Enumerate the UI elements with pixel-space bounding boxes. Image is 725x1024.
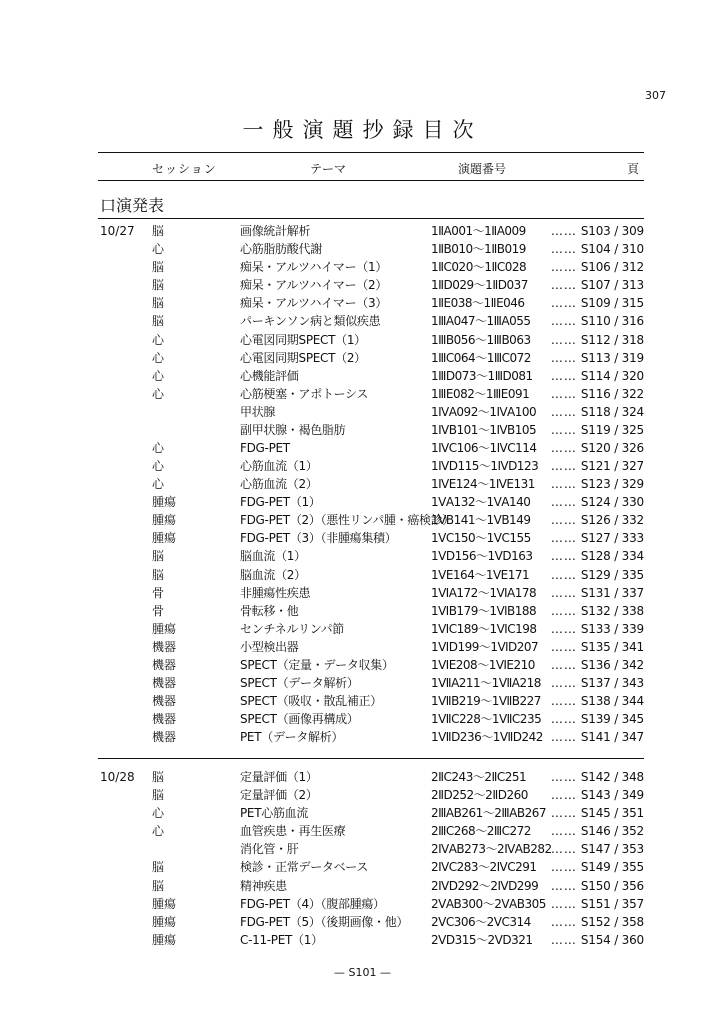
row-category: 心 [152, 441, 165, 455]
leader-dots: …… [550, 770, 577, 784]
toc-row [0, 728, 725, 746]
toc-row [0, 240, 725, 258]
row-category: 腫瘍 [152, 914, 177, 929]
row-abstract-number: 1ⅢE082～1ⅢE091 [431, 386, 530, 401]
row-pages: S113 / 319 [580, 350, 644, 365]
row-pages: S126 / 332 [580, 513, 644, 528]
row-theme: 定量評価（2） [240, 788, 318, 803]
toc-row [0, 529, 725, 547]
row-abstract-number: 1ⅤD156～1ⅤD163 [431, 549, 533, 564]
row-theme: 心筋脂肪酸代謝 [240, 242, 322, 257]
row-pages: S133 / 339 [580, 621, 644, 636]
row-pages: S123 / 329 [580, 477, 644, 492]
toc-row [0, 403, 725, 421]
section-title: 口演発表 [100, 196, 165, 215]
row-pages: S138 / 344 [580, 694, 644, 709]
row-theme: 痴呆・アルツハイマー（3） [240, 296, 388, 311]
row-pages: S121 / 327 [580, 459, 644, 473]
page-number: 307 [645, 89, 666, 102]
row-pages-cell [496, 439, 644, 457]
row-theme: SPECT（データ解析） [240, 676, 359, 690]
row-abstract-number: 2ⅢAB261～2ⅢAB267 [431, 806, 547, 821]
row-category: 心 [152, 806, 165, 821]
leader-dots: …… [550, 278, 577, 293]
row-pages-cell [496, 367, 644, 385]
row-category: 機器 [152, 730, 177, 745]
toc-row [0, 786, 725, 804]
leader-dots: …… [550, 860, 577, 875]
row-pages-cell [496, 786, 644, 804]
row-abstract-number: 1ⅢB056～1ⅢB063 [431, 332, 531, 347]
row-pages: S145 / 351 [580, 806, 644, 821]
leader-dots: …… [550, 260, 577, 275]
row-theme: 心筋梗塞・アポトーシス [240, 386, 369, 401]
leader-dots: …… [550, 477, 577, 492]
row-category: 骨 [152, 585, 165, 600]
row-abstract-number: 1ⅦA211～1ⅦA218 [431, 676, 541, 690]
leader-dots: …… [550, 824, 577, 839]
row-abstract-number: 1ⅣE124～1ⅣE131 [431, 477, 535, 492]
leader-dots: …… [550, 368, 577, 383]
leader-dots: …… [550, 896, 577, 911]
toc-row [0, 710, 725, 728]
toc-row [0, 566, 725, 584]
top-rule [98, 152, 644, 153]
row-pages-cell [496, 638, 644, 656]
row-abstract-number: 1ⅦD236～1ⅦD242 [431, 730, 543, 745]
row-theme: センチネルリンパ節 [240, 621, 344, 636]
row-pages-cell [496, 804, 644, 822]
group-divider-rule [98, 758, 644, 759]
row-pages: S142 / 348 [580, 770, 644, 784]
toc-row [0, 840, 725, 858]
row-pages-cell [496, 493, 644, 511]
row-pages-cell [496, 710, 644, 728]
toc-row [0, 620, 725, 638]
row-theme: FDG-PET（3）（非腫瘍集積） [240, 531, 397, 546]
row-abstract-number: 1ⅤB141～1ⅤB149 [431, 513, 531, 528]
column-header-theme: テーマ [310, 162, 347, 176]
row-pages: S141 / 347 [580, 730, 644, 745]
row-pages: S139 / 345 [580, 712, 644, 727]
leader-dots: …… [550, 932, 577, 947]
row-pages: S151 / 357 [580, 896, 644, 911]
row-theme: 副甲状腺・褐色脂肪 [240, 422, 346, 437]
row-theme: SPECT（定量・データ収集） [240, 657, 394, 672]
row-pages: S109 / 315 [580, 296, 644, 311]
toc-row [0, 258, 725, 276]
row-theme: 痴呆・アルツハイマー（2） [240, 278, 388, 293]
row-theme: 画像統計解析 [240, 224, 311, 238]
row-category: 脳 [152, 770, 165, 784]
row-pages-cell [496, 312, 644, 330]
row-pages: S127 / 333 [580, 531, 644, 546]
toc-row [0, 222, 725, 240]
row-pages-cell [496, 547, 644, 565]
row-theme: 甲状腺 [240, 404, 276, 419]
row-abstract-number: 1ⅡA001～1ⅡA009 [431, 224, 526, 238]
row-abstract-number: 2ⅢC268～2ⅢC272 [431, 824, 531, 839]
row-abstract-number: 1ⅤC150～1ⅤC155 [431, 531, 531, 546]
row-pages-cell [496, 222, 644, 240]
row-pages: S116 / 322 [580, 386, 644, 401]
toc-row [0, 276, 725, 294]
row-pages-cell [496, 913, 644, 931]
row-pages: S110 / 316 [580, 314, 644, 329]
row-category: 脳 [152, 567, 165, 582]
row-pages: S147 / 353 [580, 842, 644, 857]
row-abstract-number: 1ⅣC106～1ⅣC114 [431, 441, 537, 455]
leader-dots: …… [550, 657, 577, 672]
leader-dots: …… [550, 513, 577, 528]
row-date: 10/28 [100, 770, 135, 784]
leader-dots: …… [550, 459, 577, 473]
row-theme: 検診・正常データベース [240, 860, 369, 875]
leader-dots: …… [550, 694, 577, 709]
toc-row [0, 584, 725, 602]
toc-row [0, 421, 725, 439]
row-abstract-number: 1ⅦC228～1ⅦC235 [431, 712, 542, 727]
row-theme: 消化管・肝 [240, 842, 299, 857]
row-theme: SPECT（吸収・散乱補正） [240, 694, 382, 709]
toc-row [0, 294, 725, 312]
row-pages-cell [496, 475, 644, 493]
toc-row [0, 768, 725, 786]
row-pages: S128 / 334 [580, 549, 644, 564]
toc-row [0, 331, 725, 349]
row-category: 機器 [152, 639, 177, 654]
row-pages-cell [496, 877, 644, 895]
row-category: 心 [152, 242, 165, 257]
row-theme: FDG-PET [240, 441, 290, 455]
leader-dots: …… [550, 296, 577, 311]
row-theme: 非腫瘍性疾患 [240, 585, 311, 600]
page-title: 一般演題抄録目次 [242, 118, 483, 142]
row-theme: 心電図同期SPECT（2） [240, 350, 366, 365]
row-pages: S124 / 330 [580, 495, 644, 510]
toc-row [0, 804, 725, 822]
row-abstract-number: 1ⅦB219～1ⅦB227 [431, 694, 541, 709]
row-theme: 血管疾患・再生医療 [240, 824, 346, 839]
row-theme: 心機能評価 [240, 368, 299, 383]
row-pages-cell [496, 566, 644, 584]
column-header-session: セッション [152, 162, 217, 176]
leader-dots: …… [550, 350, 577, 365]
row-pages: S137 / 343 [580, 676, 644, 690]
row-category: 脳 [152, 878, 165, 893]
row-category: 腫瘍 [152, 932, 177, 947]
row-abstract-number: 1ⅡB010～1ⅡB019 [431, 242, 526, 257]
toc-row [0, 547, 725, 565]
row-pages-cell [496, 840, 644, 858]
toc-row [0, 439, 725, 457]
row-abstract-number: 1ⅥD199～1ⅥD207 [431, 639, 539, 654]
row-abstract-number: 2ⅣC283～2ⅣC291 [431, 860, 537, 875]
row-abstract-number: 1ⅤA132～1ⅤA140 [431, 495, 531, 510]
row-abstract-number: 1ⅢD073～1ⅢD081 [431, 368, 533, 383]
row-pages: S154 / 360 [580, 932, 644, 947]
row-category: 腫瘍 [152, 896, 177, 911]
row-pages-cell [496, 931, 644, 949]
row-category: 心 [152, 332, 165, 347]
row-abstract-number: 1ⅣA092～1ⅣA100 [431, 404, 537, 419]
row-category: 機器 [152, 657, 177, 672]
row-pages: S112 / 318 [580, 332, 644, 347]
row-theme: FDG-PET（4）（腹部腫瘍） [240, 896, 385, 911]
row-abstract-number: 2ⅤD315～2ⅤD321 [431, 932, 533, 947]
row-pages: S135 / 341 [580, 639, 644, 654]
row-abstract-number: 1ⅡD029～1ⅡD037 [431, 278, 528, 293]
row-category: 心 [152, 350, 165, 365]
row-pages: S118 / 324 [580, 404, 644, 419]
row-pages: S132 / 338 [580, 603, 644, 618]
row-category: 機器 [152, 694, 177, 709]
column-header-number: 演題番号 [458, 162, 507, 176]
row-pages-cell [496, 728, 644, 746]
toc-row [0, 638, 725, 656]
leader-dots: …… [550, 224, 577, 238]
row-theme: パーキンソン病と類似疾患 [240, 314, 381, 329]
toc-row [0, 312, 725, 330]
row-category: 脳 [152, 788, 165, 803]
row-abstract-number: 1ⅥB179～1ⅥB188 [431, 603, 537, 618]
leader-dots: …… [550, 441, 577, 455]
leader-dots: …… [550, 422, 577, 437]
row-date: 10/27 [100, 224, 135, 238]
toc-row [0, 692, 725, 710]
leader-dots: …… [550, 495, 577, 510]
row-category: 心 [152, 477, 165, 492]
row-abstract-number: 1ⅣB101～1ⅣB105 [431, 422, 537, 437]
row-pages: S131 / 337 [580, 585, 644, 600]
toc-row [0, 674, 725, 692]
row-pages-cell [496, 620, 644, 638]
row-theme: 骨転移・他 [240, 603, 299, 618]
leader-dots: …… [550, 712, 577, 727]
row-theme: PET心筋血流 [240, 806, 309, 821]
row-category: 心 [152, 459, 165, 473]
row-pages: S152 / 358 [580, 914, 644, 929]
row-pages: S149 / 355 [580, 860, 644, 875]
row-pages: S143 / 349 [580, 788, 644, 803]
row-pages: S150 / 356 [580, 878, 644, 893]
row-abstract-number: 2ⅤC306～2ⅤC314 [431, 914, 531, 929]
row-pages: S120 / 326 [580, 441, 644, 455]
row-abstract-number: 2ⅣAB273～2ⅣAB282 [431, 842, 552, 857]
toc-row [0, 511, 725, 529]
row-category: 心 [152, 824, 165, 839]
row-theme: SPECT（画像再構成） [240, 712, 359, 727]
row-category: 脳 [152, 549, 165, 564]
leader-dots: …… [550, 386, 577, 401]
row-theme: 心筋血流（1） [240, 459, 318, 473]
row-pages-cell [496, 656, 644, 674]
leader-dots: …… [550, 567, 577, 582]
row-pages-cell [496, 349, 644, 367]
leader-dots: …… [550, 788, 577, 803]
row-theme: 精神疾患 [240, 878, 287, 893]
page-footer: — S101 — [334, 966, 391, 979]
leader-dots: …… [550, 914, 577, 929]
leader-dots: …… [550, 878, 577, 893]
row-category: 腫瘍 [152, 513, 177, 528]
row-pages-cell [496, 822, 644, 840]
row-abstract-number: 1ⅢA047～1ⅢA055 [431, 314, 531, 329]
row-pages: S104 / 310 [580, 242, 644, 257]
row-category: 腫瘍 [152, 531, 177, 546]
leader-dots: …… [550, 314, 577, 329]
row-pages: S146 / 352 [580, 824, 644, 839]
row-category: 腫瘍 [152, 495, 177, 510]
row-pages-cell [496, 258, 644, 276]
row-theme: PET（データ解析） [240, 730, 344, 745]
row-category: 脳 [152, 224, 165, 238]
row-theme: C-11-PET（1） [240, 932, 323, 947]
row-pages-cell [496, 692, 644, 710]
toc-row [0, 822, 725, 840]
row-category: 骨 [152, 603, 165, 618]
toc-row [0, 367, 725, 385]
row-pages: S119 / 325 [580, 422, 644, 437]
row-pages-cell [496, 674, 644, 692]
row-pages: S103 / 309 [580, 224, 644, 238]
row-theme: 心電図同期SPECT（1） [240, 332, 366, 347]
row-abstract-number: 1ⅤE164～1ⅤE171 [431, 567, 530, 582]
section-rule [98, 218, 644, 219]
leader-dots: …… [550, 842, 577, 857]
row-abstract-number: 1ⅣD115～1ⅣD123 [431, 459, 539, 473]
leader-dots: …… [550, 603, 577, 618]
row-category: 心 [152, 368, 165, 383]
row-category: 心 [152, 386, 165, 401]
leader-dots: …… [550, 332, 577, 347]
row-abstract-number: 1ⅥC189～1ⅥC198 [431, 621, 537, 636]
row-pages: S129 / 335 [580, 567, 644, 582]
row-abstract-number: 2ⅡC243～2ⅡC251 [431, 770, 527, 784]
row-category: 腫瘍 [152, 621, 177, 636]
row-theme: FDG-PET（5）（後期画像・他） [240, 914, 409, 929]
toc-row [0, 877, 725, 895]
row-pages-cell [496, 529, 644, 547]
toc-row [0, 913, 725, 931]
row-abstract-number: 2ⅤAB300～2ⅤAB305 [431, 896, 546, 911]
row-category: 脳 [152, 296, 165, 311]
toc-row [0, 656, 725, 674]
row-abstract-number: 1ⅥE208～1ⅥE210 [431, 657, 535, 672]
row-pages-cell [496, 331, 644, 349]
row-abstract-number: 1ⅡC020～1ⅡC028 [431, 260, 527, 275]
toc-row [0, 895, 725, 913]
row-category: 脳 [152, 260, 165, 275]
row-pages-cell [496, 294, 644, 312]
row-pages-cell [496, 421, 644, 439]
header-rule [98, 180, 644, 181]
row-pages-cell [496, 240, 644, 258]
toc-row [0, 493, 725, 511]
row-theme: 定量評価（1） [240, 770, 318, 784]
row-pages-cell [496, 457, 644, 475]
toc-row [0, 602, 725, 620]
row-pages: S106 / 312 [580, 260, 644, 275]
toc-row [0, 349, 725, 367]
row-pages-cell [496, 858, 644, 876]
leader-dots: …… [550, 676, 577, 690]
row-abstract-number: 2ⅣD292～2ⅣD299 [431, 878, 539, 893]
leader-dots: …… [550, 549, 577, 564]
leader-dots: …… [550, 585, 577, 600]
toc-row [0, 931, 725, 949]
row-abstract-number: 1ⅡE038～1ⅡE046 [431, 296, 525, 311]
leader-dots: …… [550, 404, 577, 419]
row-theme: FDG-PET（1） [240, 495, 321, 510]
row-pages-cell [496, 276, 644, 294]
toc-row [0, 858, 725, 876]
row-pages: S136 / 342 [580, 657, 644, 672]
column-header-page: 頁 [627, 162, 640, 176]
row-pages-cell [496, 584, 644, 602]
row-pages-cell [496, 895, 644, 913]
row-pages-cell [496, 511, 644, 529]
row-theme: FDG-PET（2）（悪性リンパ腫・癌検診） [240, 513, 455, 528]
row-category: 脳 [152, 278, 165, 293]
row-pages-cell [496, 768, 644, 786]
row-abstract-number: 1ⅢC064～1ⅢC072 [431, 350, 531, 365]
row-theme: 脳血流（1） [240, 549, 306, 564]
leader-dots: …… [550, 531, 577, 546]
row-pages-cell [496, 403, 644, 421]
row-theme: 心筋血流（2） [240, 477, 318, 492]
row-pages-cell [496, 385, 644, 403]
row-theme: 痴呆・アルツハイマー（1） [240, 260, 388, 275]
row-abstract-number: 2ⅡD252～2ⅡD260 [431, 788, 528, 803]
toc-row [0, 385, 725, 403]
row-theme: 脳血流（2） [240, 567, 306, 582]
leader-dots: …… [550, 242, 577, 257]
row-category: 機器 [152, 712, 177, 727]
leader-dots: …… [550, 621, 577, 636]
row-category: 脳 [152, 860, 165, 875]
toc-row [0, 457, 725, 475]
leader-dots: …… [550, 730, 577, 745]
leader-dots: …… [550, 639, 577, 654]
row-pages-cell [496, 602, 644, 620]
row-abstract-number: 1ⅥA172～1ⅥA178 [431, 585, 537, 600]
row-theme: 小型検出器 [240, 639, 299, 654]
leader-dots: …… [550, 806, 577, 821]
toc-row [0, 475, 725, 493]
row-pages: S107 / 313 [580, 278, 644, 293]
row-pages: S114 / 320 [580, 368, 644, 383]
row-category: 脳 [152, 314, 165, 329]
row-category: 機器 [152, 676, 177, 690]
